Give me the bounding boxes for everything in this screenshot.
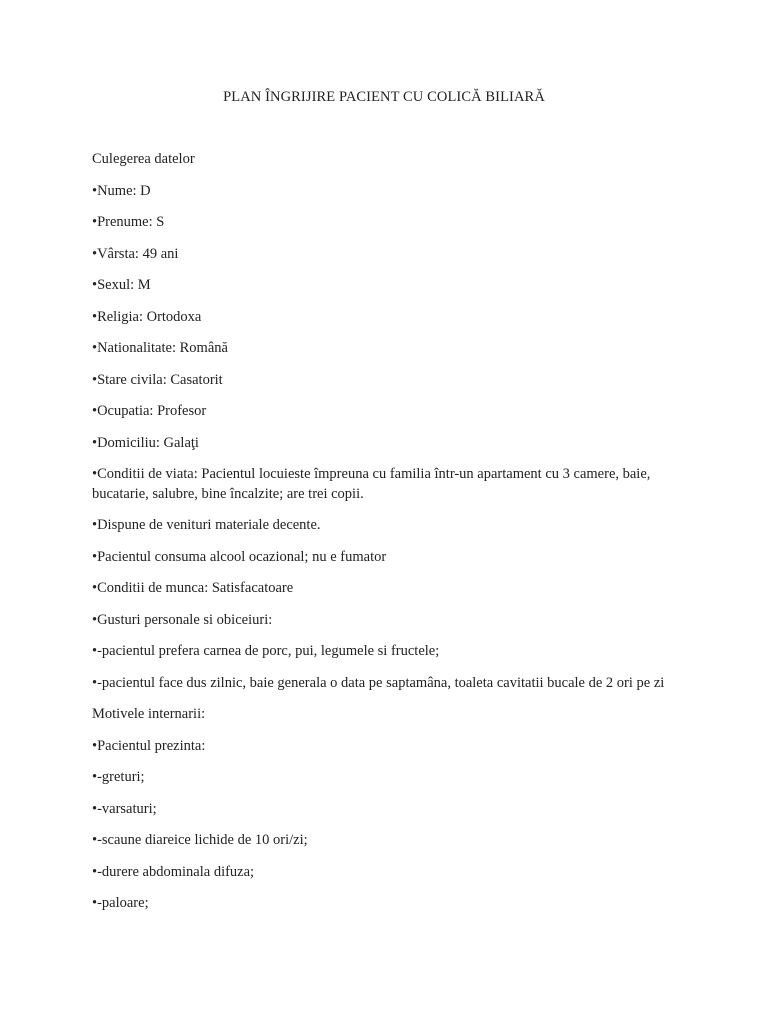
field-living-conditions: •Conditii de viata: Pacientul locuieste împreuna cu familia într-un apartament cu 3 camere, baie, bucatarie, salubre, bine încalzite; are trei copii. — [92, 466, 651, 502]
field-income: •Dispune de venituri materiale decente. — [92, 517, 321, 533]
field-habits-heading: •Gusturi personale si obiceiuri: — [92, 611, 273, 628]
document-title: PLAN ÎNGRIJIRE PACIENT CU COLICĂ BILIARĂ — [223, 89, 545, 105]
document-body — [92, 150, 682, 926]
field-surname: •Prenume: S — [92, 214, 165, 230]
field-religion: •Religia: Ortodoxa — [92, 308, 202, 325]
field-work-conditions: •Conditii de munca: Satisfacatoare — [92, 580, 294, 596]
field-occupation: •Ocupatia: Profesor — [92, 403, 207, 419]
symptoms-heading: •Pacientul prezinta: — [92, 737, 206, 754]
field-name: •Nume: D — [92, 182, 151, 199]
field-sex: •Sexul: M — [92, 277, 151, 293]
symptom-diarrhea: •-scaune diareice lichide de 10 ori/zi; — [92, 832, 308, 848]
symptom-abdominal-pain: •-durere abdominala difuza; — [92, 863, 255, 880]
field-hygiene: •-pacientul face dus zilnic, baie generala o data pe saptamâna, toaleta cavitatii bucale de 2 ori pe zi — [92, 674, 665, 691]
symptom-nausea: •-greturi; — [92, 769, 145, 785]
symptom-pallor: •-paloare; — [92, 895, 149, 911]
field-marital-status: •Stare civila: Casatorit — [92, 371, 223, 388]
field-nationality: •Nationalitate: Română — [92, 340, 228, 356]
field-age: •Vârsta: 49 ani — [92, 245, 179, 262]
symptom-vomiting: •-varsaturi; — [92, 800, 157, 817]
section-heading-data-collection: Culegerea datelor — [92, 151, 195, 167]
field-alcohol-smoking: •Pacientul consuma alcool ocazional; nu e fumator — [92, 548, 387, 565]
field-food-preferences: •-pacientul prefera carnea de porc, pui, legumele si fructele; — [92, 643, 440, 659]
field-residence: •Domiciliu: Galaţi — [92, 434, 199, 451]
section-heading-admission-reasons: Motivele internarii: — [92, 706, 206, 722]
